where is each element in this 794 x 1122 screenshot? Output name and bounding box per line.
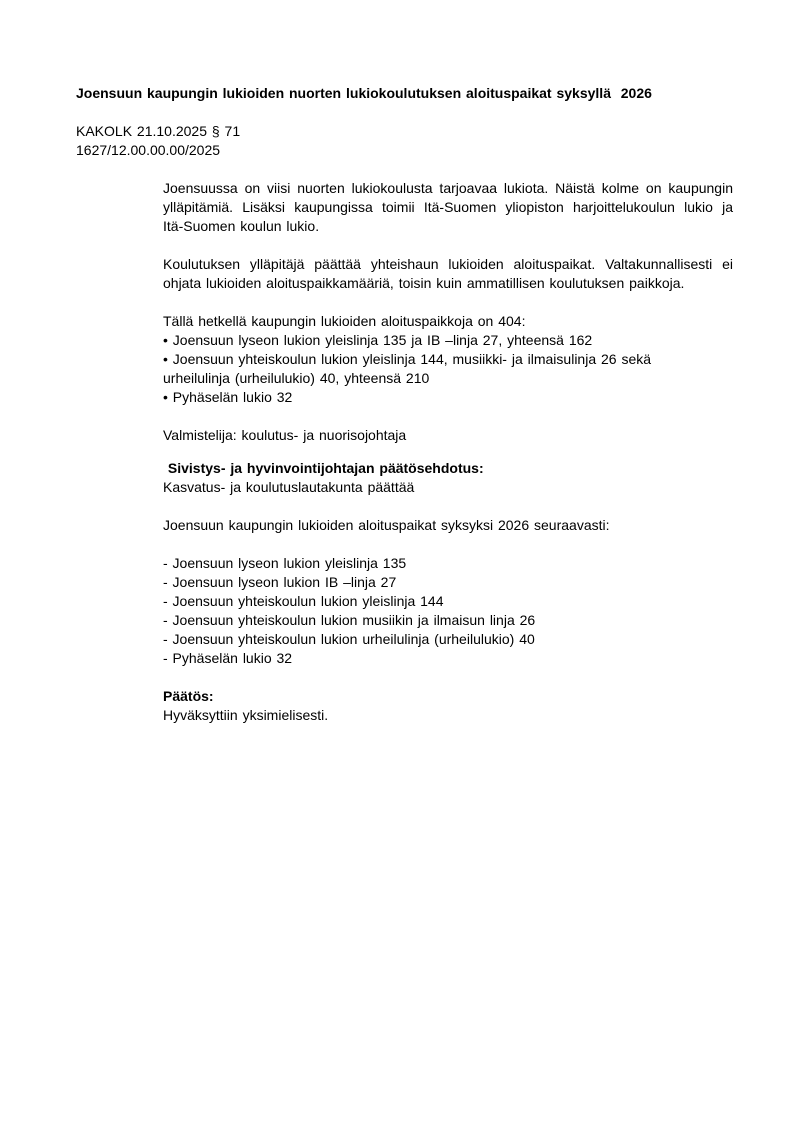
intro-paragraph	[163, 179, 733, 236]
section-heading: Sivistys- ja hyvinvointijohtajan päätösehdotus:	[163, 460, 484, 476]
text-line: - Joensuun yhteiskoulun lukion yleislinja 144	[163, 593, 444, 609]
text-line: Joensuun kaupungin lukioiden aloituspaikat syksyksi 2026 seuraavasti:	[163, 517, 610, 533]
case-reference: KAKOLK 21.10.2025 § 71	[76, 123, 241, 139]
text-line: Joensuussa on viisi nuorten lukiokoulusta tarjoavaa lukiota. Näistä kolme on kaupungin	[163, 180, 733, 196]
decision-proposal-section	[163, 459, 733, 497]
text-line: - Joensuun lyseon lukion IB –linja 27	[163, 574, 397, 590]
decision-section	[163, 687, 733, 725]
text-line: - Joensuun lyseon lukion yleislinja 135	[163, 555, 407, 571]
text-line: urheilulinja (urheilulukio) 40, yhteensä 210	[163, 370, 430, 386]
text-line: - Pyhäselän lukio 32	[163, 650, 293, 666]
document-title: Joensuun kaupungin lukioiden nuorten lukiokoulutuksen aloituspaikat syksyllä 2026	[76, 85, 652, 101]
reference-block	[76, 122, 794, 160]
proposal-list	[163, 554, 733, 668]
case-number: 1627/12.00.00.00/2025	[76, 142, 221, 158]
text-line: Koulutuksen ylläpitäjä päättää yhteishaun lukioiden aloituspaikat. Valtakunnallisesti ei	[163, 256, 733, 272]
preparer-line	[163, 426, 733, 445]
section-heading: Päätös:	[163, 688, 214, 704]
proposal-intro-line	[163, 516, 733, 535]
text-line: - Joensuun yhteiskoulun lukion musiikin ja ilmaisun linja 26	[163, 612, 536, 628]
document-body	[163, 179, 733, 725]
text-line: Tällä hetkellä kaupungin lukioiden aloituspaikkoja on 404:	[163, 313, 526, 329]
text-line: • Joensuun lyseon lukion yleislinja 135 ja IB –linja 27, yhteensä 162	[163, 332, 593, 348]
regulation-paragraph	[163, 255, 733, 293]
text-line: Valmistelija: koulutus- ja nuorisojohtaja	[163, 427, 407, 443]
text-line: ohjata lukioiden aloituspaikkamääriä, toisin kuin ammatillisen koulutuksen paikkoja.	[163, 275, 685, 291]
text-line: • Pyhäselän lukio 32	[163, 389, 293, 405]
text-line: Hyväksyttiin yksimielisesti.	[163, 707, 329, 723]
current-places-paragraph	[163, 312, 733, 407]
text-line: ylläpitämiä. Lisäksi kaupungissa toimii Itä-Suomen yliopiston harjoittelukoulun lukio ja	[163, 199, 733, 215]
text-line: • Joensuun yhteiskoulun lukion yleislinja 144, musiikki- ja ilmaisulinja 26 sekä	[163, 351, 652, 367]
text-line: - Joensuun yhteiskoulun lukion urheilulinja (urheilulukio) 40	[163, 631, 535, 647]
text-line: Itä-Suomen koulun lukio.	[163, 218, 320, 234]
text-line: Kasvatus- ja koulutuslautakunta päättää	[163, 479, 415, 495]
